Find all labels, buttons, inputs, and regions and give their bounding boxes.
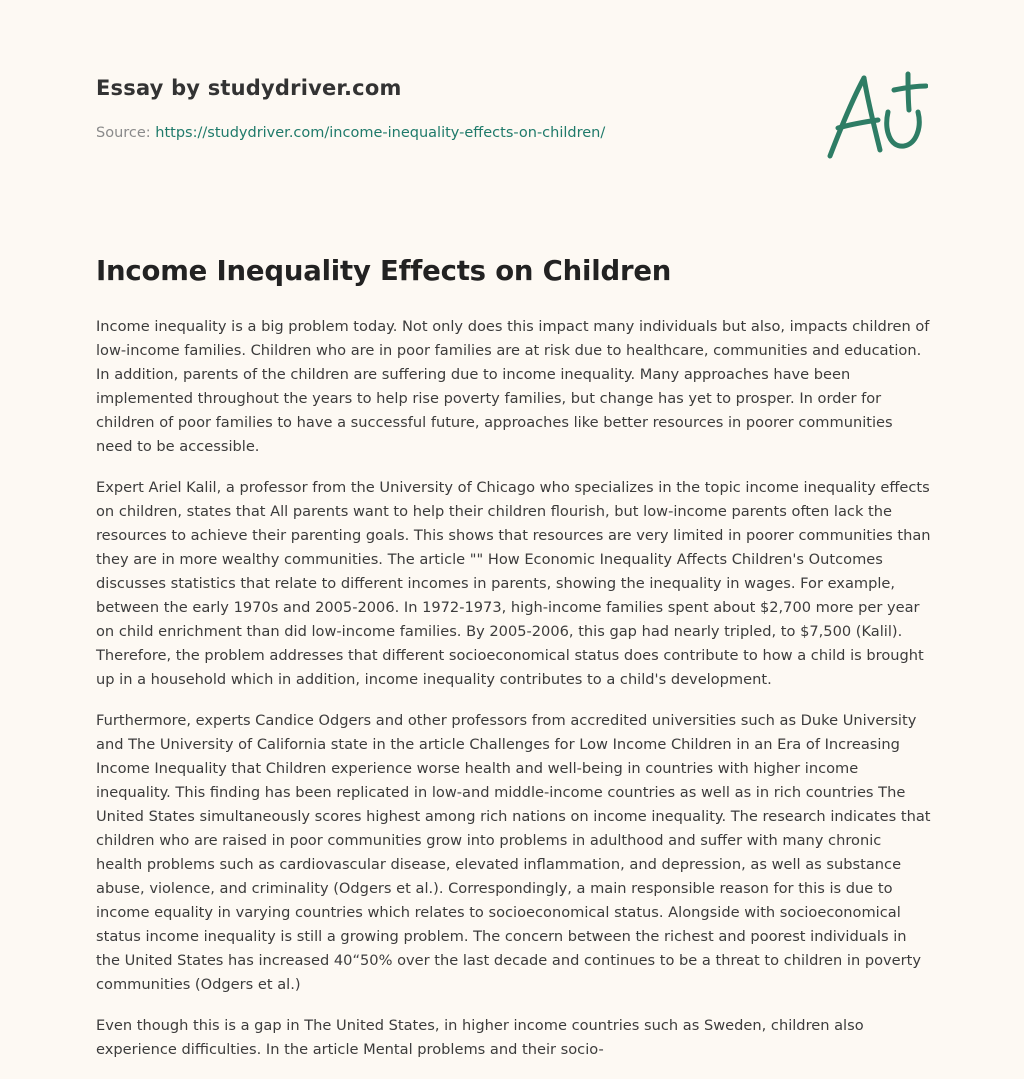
paragraph: Expert Ariel Kalil, a professor from the University of Chicago who specializes in the topic income inequality effects on children, states that All parents want to help their children flourish, but low-income parents often lack the resources to achieve their parenting goals. This shows that resources are very limited in poorer communities than they are in more wealthy communities. The article "" How Economic Inequality Affects Children's Outcomes discusses statistics that relate to different incomes in parents, showing the inequality in wages. For example, between the early 1970s and 2005-2006. In 1972-1973, high-income families spent about $2,700 more per year on child enrichment than did low-income families. By 2005-2006, this gap had nearly tripled, to $7,500 (Kalil). Therefore, the problem addresses that different socioeconomical status does contribute to how a child is brought up in a household which in addition, income inequality contributes to a child's development. [96, 479, 931, 688]
source-link[interactable]: https://studydriver.com/income-inequality-effects-on-children/ [155, 125, 606, 141]
essay-title: Income Inequality Effects on Children [96, 255, 672, 287]
source-label: Source: [96, 125, 156, 141]
essay-header [96, 74, 928, 184]
paragraph: Income inequality is a big problem today. Not only does this impact many individuals but also, impacts children of low-income families. Children who are in poor families are at risk due to healthcare, communities and education. In addition, parents of the children are suffering due to income inequality. Many approaches have been implemented throughout the years to help rise poverty families, but change has yet to prosper. In order for children of poor families to have a successful future, approaches like better resources in poorer communities need to be accessible. [96, 318, 930, 455]
source-line [96, 125, 605, 141]
logo-a-left-stroke [830, 78, 864, 156]
paragraph: Even though this is a gap in The United States, in higher income countries such as Sweden, children also experience difficulties. In the article Mental problems and their socio- [96, 1017, 864, 1058]
a-plus-logo-icon [824, 68, 928, 164]
logo-plus-vertical [908, 74, 909, 110]
site-brand: Essay by studydriver.com [96, 76, 402, 100]
logo-u-stroke [887, 112, 919, 146]
paragraph: Furthermore, experts Candice Odgers and other professors from accredited universities such as Duke University and The University of California state in the article Challenges for Low Income Children in an Era of Increasing Income Inequality that Children experience worse health and well-being in countries with higher income inequality. This finding has been replicated in low-and middle-income countries as well as in rich countries The United States simultaneously scores highest among rich nations on income inequality. The research indicates that children who are raised in poor communities grow into problems in adulthood and suffer with many chronic health problems such as cardiovascular disease, elevated inflammation, and depression, as well as substance abuse, violence, and criminality (Odgers et al.). Correspondingly, a main responsible reason for this is due to income equality in varying countries which relates to socioeconomical status. Alongside with socioeconomical status income inequality is still a growing problem. The concern between the richest and poorest individuals in the United States has increased 40“50% over the last decade and continues to be a threat to children in poverty communities (Odgers et al.) [96, 712, 931, 993]
essay-body [96, 315, 932, 1079]
logo-a-right-stroke [864, 78, 880, 150]
logo-plus-horizontal [894, 86, 926, 90]
